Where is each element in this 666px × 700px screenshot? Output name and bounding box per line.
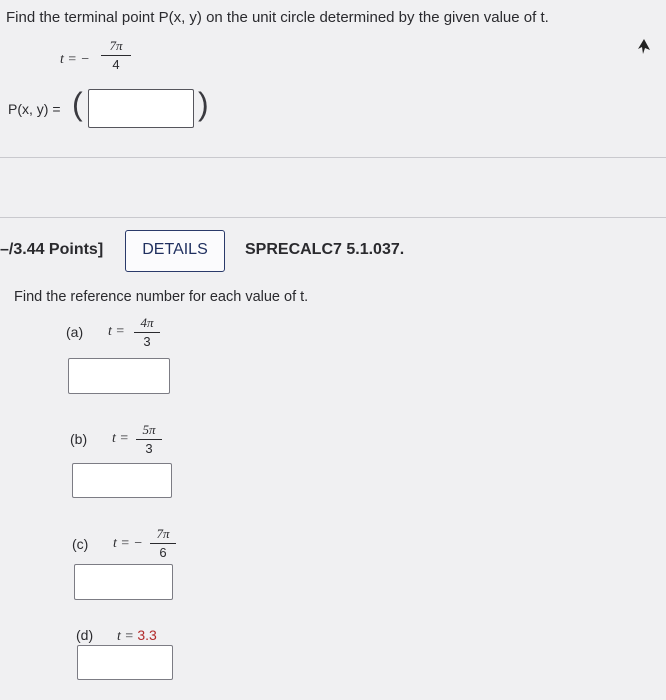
t-numerator: 7π xyxy=(101,38,131,56)
divider xyxy=(0,157,666,158)
part-d-lhs: t = xyxy=(117,629,138,644)
problem-code: SPRECALC7 5.1.037. xyxy=(245,241,405,258)
part-b-lhs: t = xyxy=(112,431,129,446)
t-fraction xyxy=(101,38,131,72)
reference-prompt: Find the reference number for each value of t. xyxy=(14,289,309,305)
point-answer-input[interactable] xyxy=(88,89,194,128)
close-paren: ) xyxy=(198,86,209,122)
part-a-label: (a) xyxy=(66,324,84,340)
part-b-denominator: 3 xyxy=(145,441,153,456)
t-denominator: 4 xyxy=(112,57,120,72)
part-d-equation xyxy=(117,627,157,645)
part-a-lhs: t = xyxy=(108,324,125,339)
part-a-numerator: 4π xyxy=(134,315,160,333)
part-c-fraction xyxy=(150,526,176,560)
t-equals-label: t = − xyxy=(60,52,90,67)
question-prompt: Find the terminal point P(x, y) on the unit circle determined by the given value of t. xyxy=(6,9,549,26)
part-c-label: (c) xyxy=(72,536,89,552)
divider xyxy=(0,217,666,218)
part-c-lhs: t = − xyxy=(113,536,143,551)
part-d-label: (d) xyxy=(76,627,94,643)
mouse-pointer-icon xyxy=(636,38,652,56)
part-b-fraction xyxy=(136,422,162,456)
part-a-denominator: 3 xyxy=(143,334,151,349)
part-c-answer-input[interactable] xyxy=(74,564,173,600)
part-c-denominator: 6 xyxy=(159,545,167,560)
details-button[interactable]: DETAILS xyxy=(125,230,225,272)
part-b-answer-input[interactable] xyxy=(72,463,172,498)
part-a-fraction xyxy=(134,315,160,349)
part-d-answer-input[interactable] xyxy=(77,645,173,680)
part-d-value: 3.3 xyxy=(137,627,157,643)
point-label: P(x, y) = xyxy=(8,101,61,117)
part-c-numerator: 7π xyxy=(150,526,176,544)
open-paren: ( xyxy=(72,86,83,122)
part-b-label: (b) xyxy=(70,431,88,447)
points-label: –/3.44 Points] xyxy=(0,241,104,258)
part-a-answer-input[interactable] xyxy=(68,358,170,394)
part-b-numerator: 5π xyxy=(136,422,162,440)
